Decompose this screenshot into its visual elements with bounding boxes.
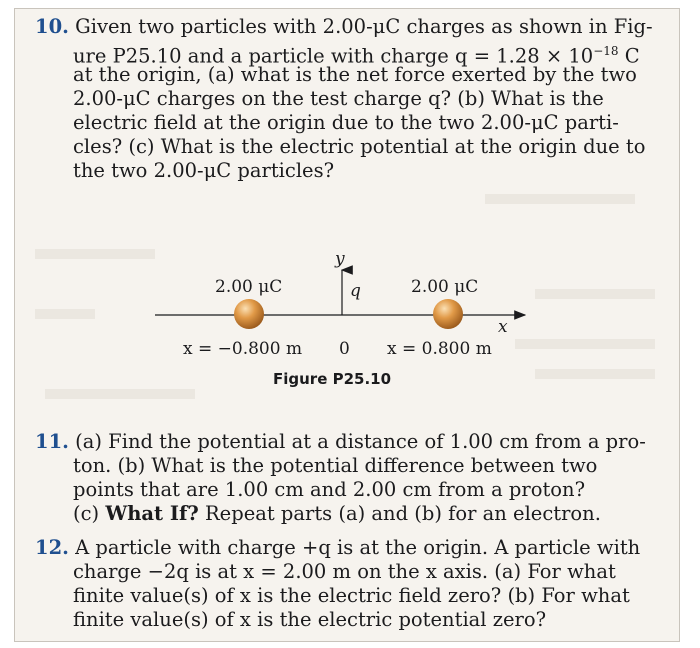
- problem-text: points that are 1.00 cm and 2.00 cm from a proton?: [73, 478, 586, 501]
- textbook-page: [14, 8, 680, 642]
- figure-caption: Figure P25.10: [273, 370, 392, 388]
- problem-text: A particle with charge +q is at the origin. A particle with: [75, 536, 641, 559]
- problem-number: 12.: [35, 536, 69, 559]
- x-axis-label: x: [498, 317, 508, 337]
- problem-10-line-5: [73, 111, 619, 135]
- problem-text: ure P25.10 and a particle with charge q = 1.28 × 10: [73, 44, 594, 68]
- problem-12-line-3: [73, 584, 630, 608]
- problem-12-line-2: [73, 560, 616, 584]
- charge-sphere-left: [234, 299, 264, 329]
- charge-left-label: 2.00 μC: [215, 277, 283, 297]
- left-position-label: x = −0.800 m: [183, 339, 303, 359]
- figure-diagram: [155, 242, 555, 372]
- problem-10-line-4: [73, 87, 604, 111]
- problem-text: Given two particles with 2.00-μC charges as shown in Fig-: [75, 15, 653, 38]
- charge-right-label: 2.00 μC: [411, 277, 479, 297]
- problem-text: at the origin, (a) what is the net force exerted by the two: [73, 63, 637, 86]
- problem-10-line-7: [73, 159, 334, 183]
- right-position-label: x = 0.800 m: [387, 339, 492, 359]
- problem-12-line-1: [35, 536, 640, 560]
- problem-text: the two 2.00-μC particles?: [73, 159, 335, 182]
- problem-text: finite value(s) of x is the electric field zero? (b) For what: [73, 584, 630, 607]
- problem-11-line-3: [73, 478, 585, 502]
- problem-10-line-6: [73, 135, 646, 159]
- problem-text: charge −2q is at x = 2.00 m on the x axis. (a) For what: [73, 560, 616, 583]
- problem-12-line-4: [73, 608, 546, 632]
- y-axis-label: y: [335, 249, 345, 269]
- problem-text: (a) Find the potential at a distance of 1.00 cm from a pro-: [75, 430, 646, 453]
- what-if-label: What If?: [105, 502, 199, 525]
- unit: C: [624, 44, 640, 68]
- problem-number: 11.: [35, 430, 69, 453]
- problem-text: cles? (c) What is the electric potential at the origin due to: [73, 135, 646, 158]
- problem-text: 2.00-μC charges on the test charge q? (b) What is the: [73, 87, 604, 110]
- problem-text: Repeat parts (a) and (b) for an electron.: [198, 502, 601, 525]
- problem-10-line-3: [73, 63, 637, 87]
- problem-number: 10.: [35, 15, 69, 38]
- problem-11-line-4: [73, 502, 601, 526]
- origin-label: 0: [339, 339, 350, 359]
- problem-text: electric field at the origin due to the two 2.00-μC parti-: [73, 111, 619, 134]
- problem-text: ton. (b) What is the potential difference between two: [73, 454, 598, 477]
- charge-sphere-right: [433, 299, 463, 329]
- problem-11-line-2: [73, 454, 597, 478]
- problem-text: (c): [73, 502, 106, 525]
- problem-10-line-1: [35, 15, 653, 39]
- problem-text: finite value(s) of x is the electric potential zero?: [73, 608, 547, 631]
- test-charge-label: q: [350, 281, 361, 301]
- problem-11-line-1: [35, 430, 646, 454]
- exponent: −18: [593, 44, 619, 58]
